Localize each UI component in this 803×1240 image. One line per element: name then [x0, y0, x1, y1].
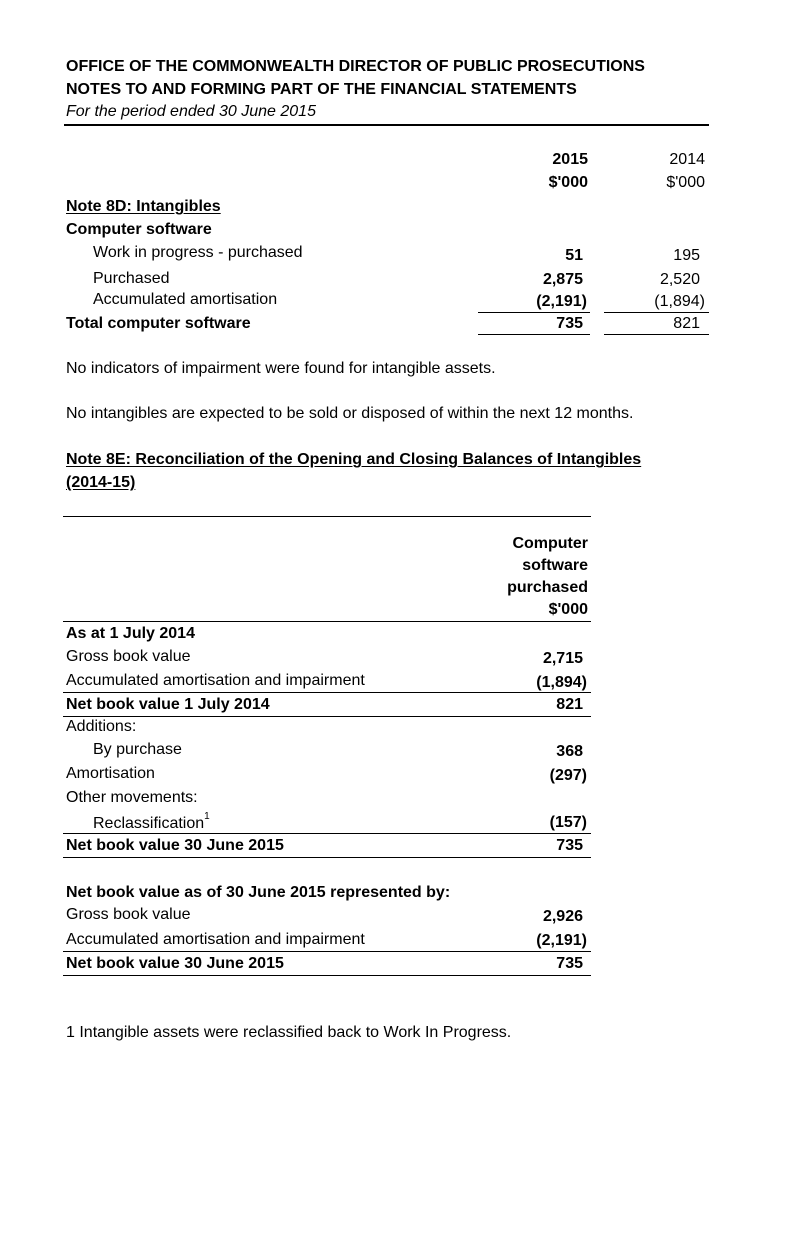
header-line1: OFFICE OF THE COMMONWEALTH DIRECTOR OF PUBLIC PROSECUTIONS: [66, 58, 645, 75]
rule: [63, 833, 591, 834]
footnote: 1 Intangible assets were reclassified back to Work In Progress.: [66, 1024, 512, 1041]
note8d-text1: No indicators of impairment were found for intangible assets.: [66, 360, 496, 377]
note8d-title: Note 8D: Intangibles: [66, 198, 221, 215]
note8d-row-2014: 195: [673, 247, 700, 264]
col-header-line: Computer: [512, 535, 588, 552]
note8e-title-line2: (2014-15): [66, 474, 136, 491]
nbv-open-label: Net book value 1 July 2014: [66, 696, 270, 713]
rule: [63, 857, 591, 858]
header-rule: [64, 124, 709, 126]
header-period: For the period ended 30 June 2015: [66, 103, 316, 120]
note8d-row-2014: 2,520: [659, 271, 700, 288]
note8d-total-2015: 735: [556, 315, 583, 332]
rule: [63, 692, 591, 693]
note8d-text2: No intangibles are expected to be sold or disposed of within the next 12 months.: [66, 405, 634, 422]
nbv-close2-value: 735: [556, 955, 583, 972]
col-2015-year: 2015: [552, 151, 588, 168]
gross-value: 2,715: [542, 650, 583, 667]
col-2015-unit: $'000: [548, 174, 588, 191]
total-rule-2014: [604, 312, 709, 313]
accum-value: (1,894): [536, 674, 587, 691]
total-rule-2015: [478, 312, 590, 313]
additions-heading: Additions:: [66, 718, 137, 735]
amortisation-label: Amortisation: [66, 765, 155, 782]
total-underline-2014: [604, 334, 709, 335]
note8d-row-2015: 51: [565, 247, 583, 264]
note8d-row-label: Purchased: [93, 270, 170, 287]
accum-label: Accumulated amortisation and impairment: [66, 672, 365, 689]
represented-by-heading: Net book value as of 30 June 2015 represented by:: [66, 884, 451, 901]
by-purchase-value: 368: [556, 743, 583, 760]
nbv-close-value: 735: [556, 837, 583, 854]
note8d-section: Computer software: [66, 221, 212, 238]
gross2-label: Gross book value: [66, 906, 191, 923]
col-header-line: $'000: [548, 601, 588, 618]
note8d-row-2015: (2,191): [536, 293, 587, 310]
nbv-open-value: 821: [556, 696, 583, 713]
gross2-value: 2,926: [542, 908, 583, 925]
rule: [63, 716, 591, 717]
note8d-row-label: Accumulated amortisation: [93, 291, 278, 308]
note8d-total-label: Total computer software: [66, 315, 251, 332]
accum2-label: Accumulated amortisation and impairment: [66, 931, 365, 948]
header-line2: NOTES TO AND FORMING PART OF THE FINANCIAL STATEMENTS: [66, 81, 577, 98]
amortisation-value: (297): [549, 767, 587, 784]
gross-label: Gross book value: [66, 648, 191, 665]
accum2-value: (2,191): [536, 932, 587, 949]
nbv-close-label: Net book value 30 June 2015: [66, 837, 284, 854]
total-underline-2015: [478, 334, 590, 335]
reclassification-value: (157): [549, 814, 587, 831]
note8d-row-2014: (1,894): [654, 293, 705, 310]
header-bottom-rule: [63, 621, 591, 622]
by-purchase-label: By purchase: [93, 741, 182, 758]
reclassification-label: Reclassification$^1$: [93, 811, 210, 832]
col-header-line: software: [522, 557, 588, 574]
col-2014-unit: $'000: [666, 174, 705, 191]
other-movements-heading: Other movements:: [66, 789, 198, 806]
rule: [63, 975, 591, 976]
footnote-marker: 1: [204, 811, 210, 822]
note8d-total-2014: 821: [673, 315, 700, 332]
note8d-row-2015: 2,875: [542, 271, 583, 288]
note8d-row-label: Work in progress - purchased: [93, 244, 303, 261]
nbv-close2-label: Net book value 30 June 2015: [66, 955, 284, 972]
note8e-title-line1: Note 8E: Reconciliation of the Opening and Closing Balances of Intangibles: [66, 451, 642, 468]
as-at-heading: As at 1 July 2014: [66, 625, 195, 642]
col-2014-year: 2014: [669, 151, 705, 168]
col-header-line: purchased: [507, 579, 588, 596]
rule: [63, 951, 591, 952]
table-top-rule: [63, 516, 591, 517]
